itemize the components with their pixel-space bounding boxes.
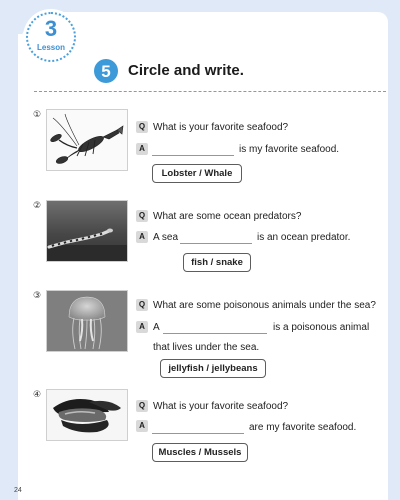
- item-number: ②: [33, 200, 42, 210]
- question-text: What are some poisonous animals under the sea?: [153, 300, 376, 311]
- item-number: ③: [33, 290, 42, 300]
- choice-box[interactable]: Lobster / Whale: [152, 164, 242, 183]
- answer-badge: A: [136, 321, 148, 333]
- question-badge: Q: [136, 400, 148, 412]
- answer-blank[interactable]: [180, 242, 252, 244]
- jellyfish-icon: [47, 291, 127, 351]
- question-badge: Q: [136, 299, 148, 311]
- answer-text: are my favorite seafood.: [249, 422, 357, 433]
- lesson-badge: [26, 12, 76, 62]
- activity-number-badge: [94, 59, 118, 83]
- lobster-icon: [47, 110, 127, 170]
- answer-badge: A: [136, 143, 148, 155]
- answer-blank[interactable]: [163, 332, 267, 334]
- jellyfish-image: [46, 290, 128, 352]
- activity-title: Circle and write.: [128, 62, 244, 79]
- mussels-image: [46, 389, 128, 441]
- answer-text-line2: that lives under the sea.: [153, 342, 260, 353]
- page-right-band: [388, 0, 400, 500]
- page-left-band: [0, 0, 18, 500]
- answer-blank[interactable]: [152, 432, 244, 434]
- answer-text: is my favorite seafood.: [239, 144, 340, 155]
- question-badge: Q: [136, 121, 148, 133]
- question-text: What is your favorite seafood?: [153, 401, 289, 412]
- choice-box[interactable]: fish / snake: [183, 253, 251, 272]
- answer-text: is a poisonous animal: [273, 322, 370, 333]
- question-badge: Q: [136, 210, 148, 222]
- page-number: 24: [14, 487, 22, 494]
- mussels-icon: [47, 390, 127, 440]
- item-number: ④: [33, 389, 42, 399]
- lesson-label: Lesson: [36, 43, 65, 52]
- title-divider: [34, 91, 386, 92]
- sea-snake-icon: [47, 201, 127, 261]
- question-text: What are some ocean predators?: [153, 211, 302, 222]
- choice-box[interactable]: jellyfish / jellybeans: [160, 359, 266, 378]
- choice-box[interactable]: Muscles / Mussels: [152, 443, 248, 462]
- lesson-number: 3: [44, 16, 58, 41]
- answer-badge: A: [136, 420, 148, 432]
- answer-badge: A: [136, 231, 148, 243]
- sea-snake-image: [46, 200, 128, 262]
- question-text: What is your favorite seafood?: [153, 122, 289, 133]
- answer-prefix: A sea: [153, 232, 179, 243]
- answer-prefix: A: [153, 322, 160, 333]
- answer-blank[interactable]: [152, 154, 234, 156]
- activity-number: 5: [101, 62, 111, 81]
- answer-text: is an ocean predator.: [257, 232, 351, 243]
- item-number: ①: [33, 109, 42, 119]
- lobster-image: [46, 109, 128, 171]
